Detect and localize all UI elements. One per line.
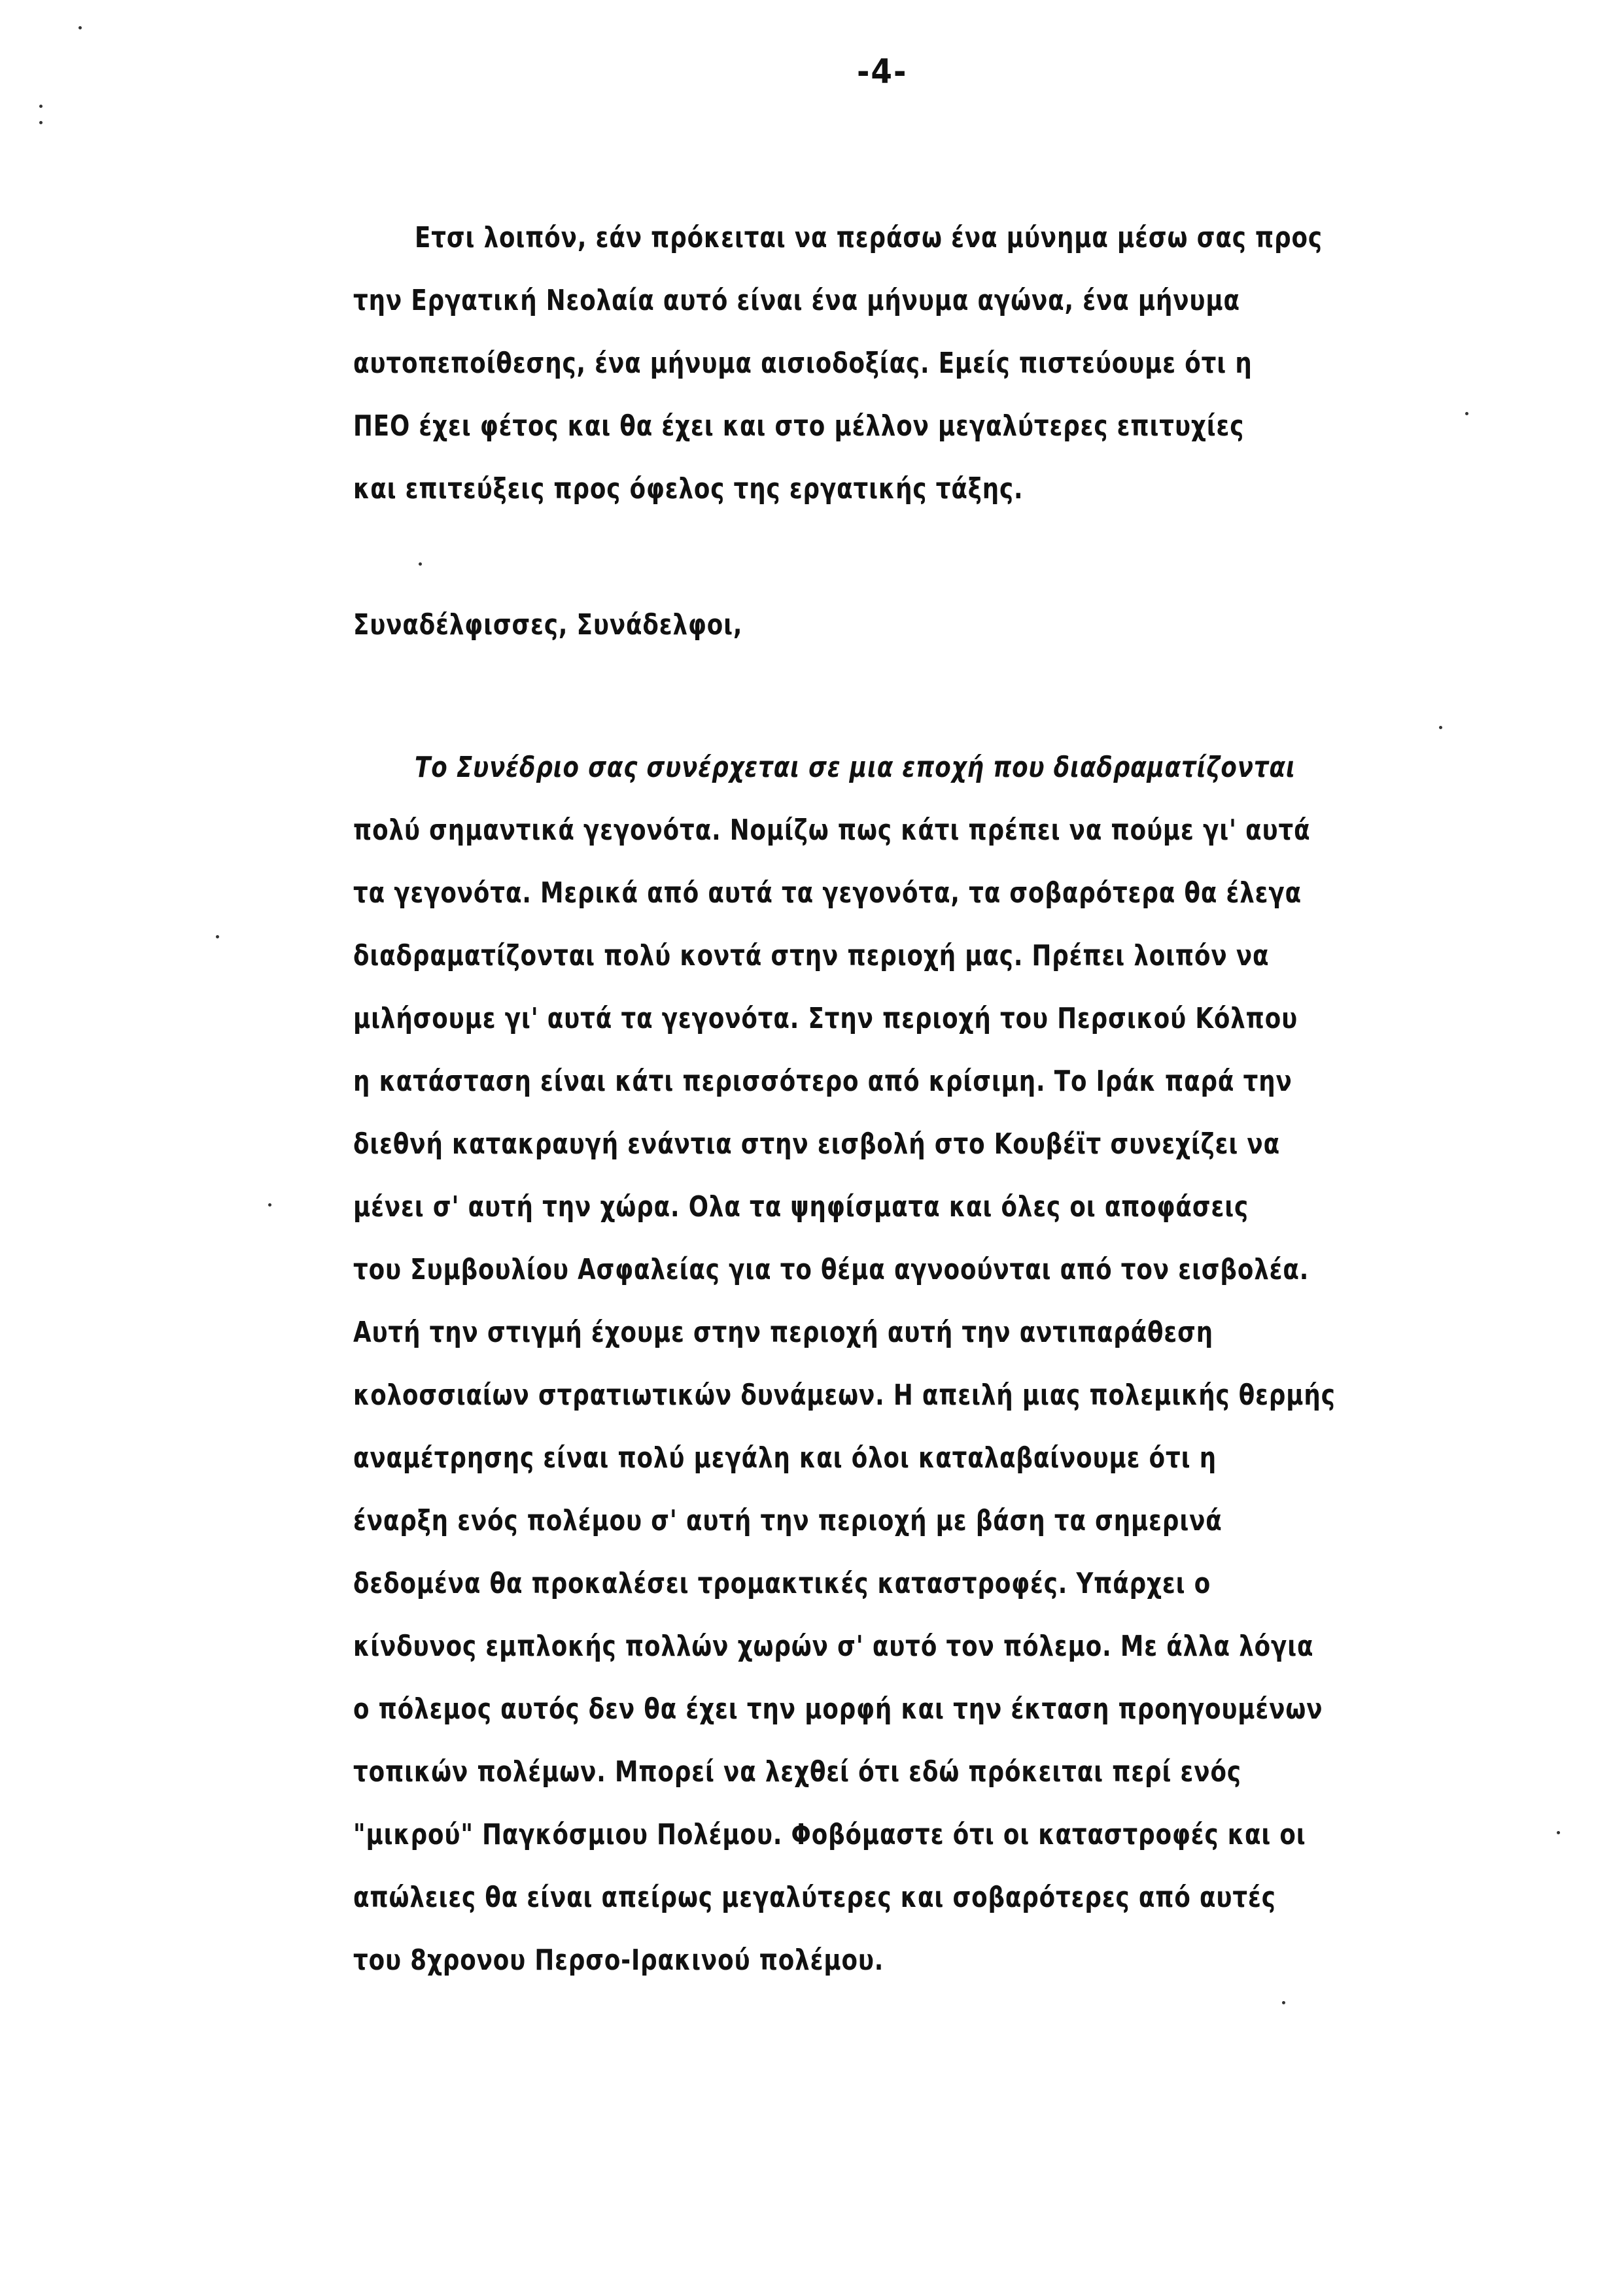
text-line: Ετσι λοιπόν, εάν πρόκειται να περάσω ένα μύνημα μέσω σας προς [415,221,1323,254]
text-line: αναμέτρησης είναι πολύ μεγάλη και όλοι καταλαβαίνουμε ότι η [353,1441,1217,1475]
text-line: τοπικών πολέμων. Μπορεί να λεχθεί ότι εδώ πρόκειται περί ενός [353,1755,1241,1789]
page-number: -4- [857,52,908,92]
text-line: κολοσσιαίων στρατιωτικών δυνάμεων. Η απειλή μιας πολεμικής θερμής [353,1379,1336,1412]
salutation: Συναδέλφισσες, Συνάδελφοι, [353,608,743,642]
text-line: του Συμβουλίου Ασφαλείας για το θέμα αγνοούνται από τον εισβολέα. [353,1253,1309,1286]
text-line: "μικρού" Παγκόσμιου Πολέμου. Φοβόμαστε ότι οι καταστροφές και οι [353,1818,1306,1851]
text-line: αυτοπεποίθεσης, ένα μήνυμα αισιοδοξίας. Εμείς πιστεύουμε ότι η [353,347,1253,380]
text-line: απώλειες θα είναι απείρως μεγαλύτερες και σοβαρότερες από αυτές [353,1881,1276,1914]
text-line: και επιτεύξεις προς όφελος της εργατικής τάξης. [353,472,1024,505]
text-line: του 8χρονου Περσο-Ιρακινού πολέμου. [353,1944,884,1977]
text-line: πολύ σημαντικά γεγονότα. Νομίζω πως κάτι πρέπει να πούμε γι' αυτά [353,814,1311,847]
text-line: κίνδυνος εμπλοκής πολλών χωρών σ' αυτό τον πόλεμο. Με άλλα λόγια [353,1630,1314,1663]
text-line: η κατάσταση είναι κάτι περισσότερο από κρίσιμη. Το Ιράκ παρά την [353,1065,1292,1098]
text-line: ο πόλεμος αυτός δεν θα έχει την μορφή και την έκταση προηγουμένων [353,1692,1323,1726]
text-line: Αυτή την στιγμή έχουμε στην περιοχή αυτή την αντιπαράθεση [353,1316,1214,1349]
text-line: μένει σ' αυτή την χώρα. Ολα τα ψηφίσματα και όλες οι αποφάσεις [353,1190,1249,1224]
text-line: διαδραματίζονται πολύ κοντά στην περιοχή μας. Πρέπει λοιπόν να [353,939,1270,972]
text-line: μιλήσουμε γι' αυτά τα γεγονότα. Στην περιοχή του Περσικού Κόλπου [353,1002,1298,1035]
text-line: έναρξη ενός πολέμου σ' αυτή την περιοχή με βάση τα σημερινά [353,1504,1223,1537]
text-line: την Εργατική Νεολαία αυτό είναι ένα μήνυμα αγώνα, ένα μήνυμα [353,284,1240,317]
text-line: Το Συνέδριο σας συνέρχεται σε μια εποχή που διαδραματίζονται [415,751,1296,784]
text-line: τα γεγονότα. Μερικά από αυτά τα γεγονότα, τα σοβαρότερα θα έλεγα [353,876,1302,910]
text-line: δεδομένα θα προκαλέσει τρομακτικές καταστροφές. Υπάρχει ο [353,1567,1211,1600]
text-line: ΠΕΟ έχει φέτος και θα έχει και στο μέλλον μεγαλύτερες επιτυχίες [353,409,1245,443]
text-line: διεθνή κατακραυγή ενάντια στην εισβολή στο Κουβέϊτ συνεχίζει να [353,1127,1280,1161]
